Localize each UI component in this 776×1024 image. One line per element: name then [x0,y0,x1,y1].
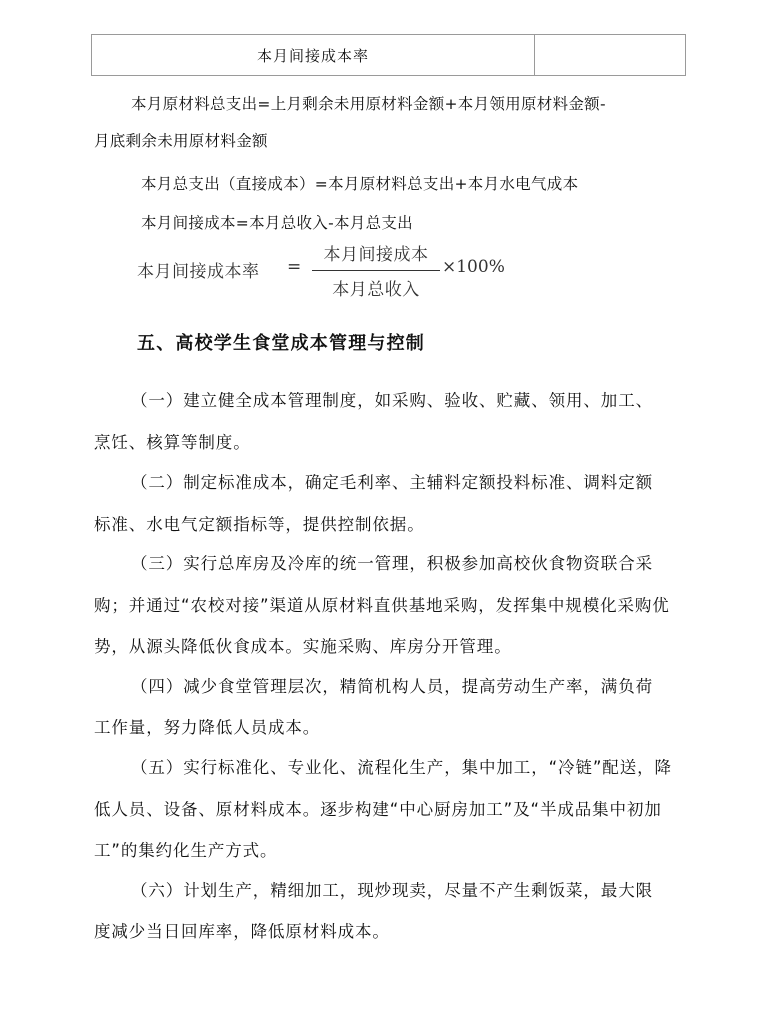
formula-numerator: 本月间接成本 [323,245,429,265]
paragraph-line: （四）减少食堂管理层次，精简机构人员，提高劳动生产率，满负荷 [131,677,653,696]
paragraph-line: 度减少当日回库率，降低原材料成本。 [94,922,390,941]
paragraph-line: 工作量，努力降低人员成本。 [94,718,321,737]
fraction-bar [312,270,440,271]
formula-equals: = [287,257,302,277]
formula-material-line-2: 月底剩余未用原材料金额 [94,132,268,150]
paragraph-line: （六）计划生产，精细加工，现炒现卖，尽量不产生剩饭菜，最大限 [131,881,653,900]
formula-multiplier: ×100% [442,257,505,277]
formula-material-line-1: 本月原材料总支出=上月剩余未用原材料金额+本月领用原材料金额- [131,95,606,113]
paragraph-line: 低人员、设备、原材料成本。逐步构建“中心厨房加工”及“半成品集中初加 [94,800,662,819]
indirect-cost-rate-formula [137,240,537,302]
table-row [91,34,686,76]
formula-indirect-cost: 本月间接成本=本月总收入-本月总支出 [141,214,413,232]
table-cell-label: 本月间接成本率 [92,35,535,75]
paragraph-line: 势，从源头降低伙食成本。实施采购、库房分开管理。 [94,637,512,656]
paragraph-line: （三）实行总库房及冷库的统一管理，积极参加高校伙食物资联合采 [131,554,653,573]
formula-total-expense: 本月总支出（直接成本）=本月原材料总支出+本月水电气成本 [141,175,579,193]
section-heading: 五、高校学生食堂成本管理与控制 [137,333,425,354]
paragraph-line: 烹饪、核算等制度。 [94,433,251,452]
paragraph-line: （一）建立健全成本管理制度，如采购、验收、贮藏、领用、加工、 [131,391,653,410]
paragraph-line: 购；并通过“农校对接”渠道从原材料直供基地采购，发挥集中规模化采购优 [94,596,670,615]
table-cell-value [535,35,685,75]
paragraph-line: （二）制定标准成本，确定毛利率、主辅料定额投料标准、调料定额 [131,473,653,492]
paragraph-line: 工”的集约化生产方式。 [94,841,278,860]
formula-lhs: 本月间接成本率 [137,262,260,282]
paragraph-line: （五）实行标准化、专业化、流程化生产，集中加工，“冷链”配送，降 [131,758,672,777]
formula-denominator: 本月总收入 [332,280,420,300]
paragraph-line: 标准、水电气定额指标等，提供控制依据。 [94,515,425,534]
